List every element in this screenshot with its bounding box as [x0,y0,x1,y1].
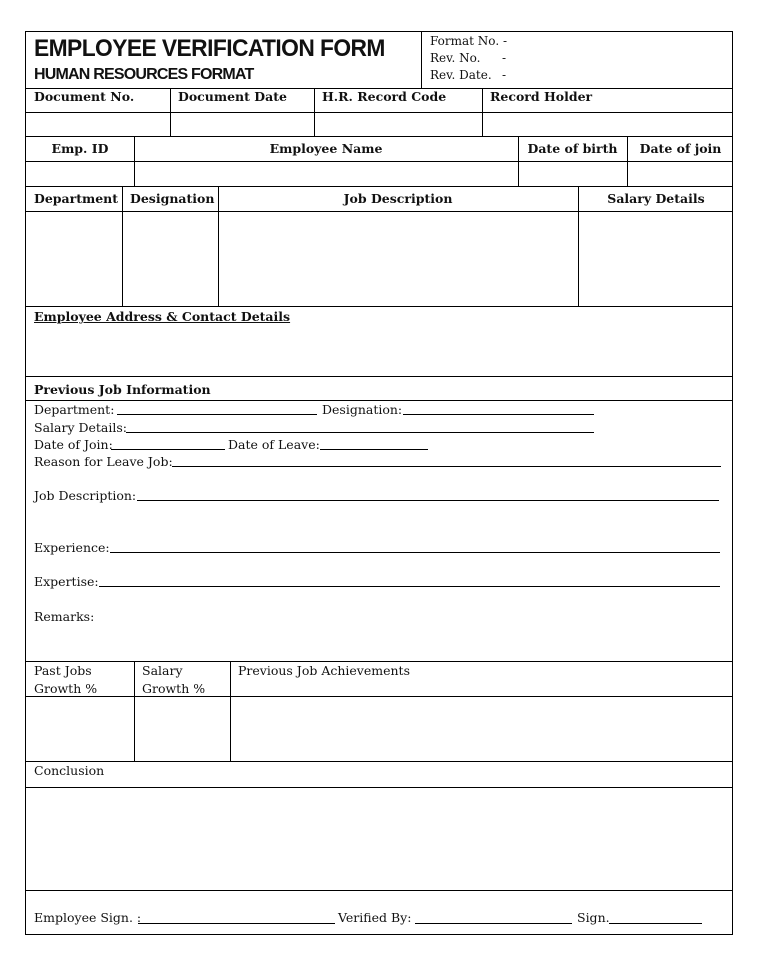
expertise-label: Expertise: [34,574,99,589]
record-holder-field[interactable] [483,113,733,136]
hr-record-code-field[interactable] [315,113,482,136]
rev-no-label: Rev. No. [430,51,481,65]
rev-date-label: Rev. Date. [430,68,492,82]
previous-job-achievements-field[interactable] [231,697,733,761]
hr-record-code-label: H.R. Record Code [322,89,447,104]
designation-field[interactable] [123,212,218,306]
rev-date-value: - [502,68,507,82]
sign-label: Sign. [577,910,610,925]
form-title: EMPLOYEE VERIFICATION FORM [34,35,385,62]
experience-line[interactable] [110,552,720,553]
document-no-label: Document No. [34,89,135,104]
record-holder-label: Record Holder [490,89,593,104]
salary-details-field[interactable] [579,212,733,306]
salary-growth-field[interactable] [135,697,230,761]
prev-date-of-leave-label: Date of Leave: [228,437,320,452]
verified-by-line[interactable] [415,923,572,924]
address-contact-field[interactable] [26,327,733,376]
date-of-birth-label: Date of birth [527,141,618,156]
previous-job-heading: Previous Job Information [34,382,211,397]
divider [26,661,732,662]
remarks-field[interactable] [96,609,726,659]
emp-id-label: Emp. ID [51,141,109,156]
document-no-field[interactable] [26,113,170,136]
employee-name-label: Employee Name [269,141,383,156]
format-no: Format No. - [430,34,507,48]
past-jobs-growth-label-line1: Past Jobs [34,663,92,678]
divider [26,761,732,762]
address-contact-label: Employee Address & Contact Details [34,309,291,324]
divider [26,400,732,401]
salary-growth-label-line1: Salary [142,663,183,678]
experience-label: Experience: [34,540,110,555]
prev-date-of-leave-line[interactable] [320,449,428,450]
employee-sign-line[interactable] [138,923,335,924]
prev-department-line[interactable] [117,414,317,415]
remarks-label: Remarks: [34,609,95,624]
divider [26,376,732,377]
conclusion-label: Conclusion [34,763,105,778]
reason-for-leave-line[interactable] [172,466,721,467]
divider [26,306,732,307]
conclusion-field[interactable] [26,788,733,890]
prev-date-of-join-line[interactable] [111,449,225,450]
previous-job-achievements-label: Previous Job Achievements [238,663,410,678]
past-jobs-growth-field[interactable] [26,697,134,761]
job-description-field[interactable] [219,212,578,306]
past-jobs-growth-label-line2: Growth % [34,681,98,696]
department-field[interactable] [26,212,122,306]
reason-for-leave-label: Reason for Leave Job: [34,454,173,469]
date-of-birth-field[interactable] [519,162,627,186]
emp-id-field[interactable] [26,162,134,186]
rev-no-value: - [502,51,507,65]
prev-date-of-join-label: Date of Join: [34,437,113,452]
employee-name-field[interactable] [135,162,518,186]
verified-by-label: Verified By: [338,910,412,925]
date-of-join-label: Date of join [639,141,722,156]
date-of-join-field[interactable] [628,162,733,186]
prev-job-description-line[interactable] [137,500,719,501]
form-subtitle: HUMAN RESOURCES FORMAT [34,66,254,83]
prev-job-description-label: Job Description: [34,488,137,503]
prev-designation-label: Designation: [322,402,403,417]
divider [26,890,732,891]
department-label: Department [34,191,119,206]
expertise-line[interactable] [99,586,720,587]
document-date-label: Document Date [178,89,287,104]
prev-salary-details-line[interactable] [126,432,594,433]
job-description-label: Job Description [343,191,453,206]
employee-sign-label: Employee Sign. : [34,910,142,925]
salary-growth-label-line2: Growth % [142,681,206,696]
designation-label: Designation [130,191,215,206]
document-date-field[interactable] [171,113,314,136]
prev-salary-details-label: Salary Details: [34,420,127,435]
divider [26,186,732,187]
prev-designation-line[interactable] [403,414,594,415]
sign-line[interactable] [609,923,702,924]
header-divider [421,32,422,88]
prev-department-label: Department: [34,402,115,417]
employee-verification-form [25,31,733,935]
salary-details-label: Salary Details [607,191,705,206]
